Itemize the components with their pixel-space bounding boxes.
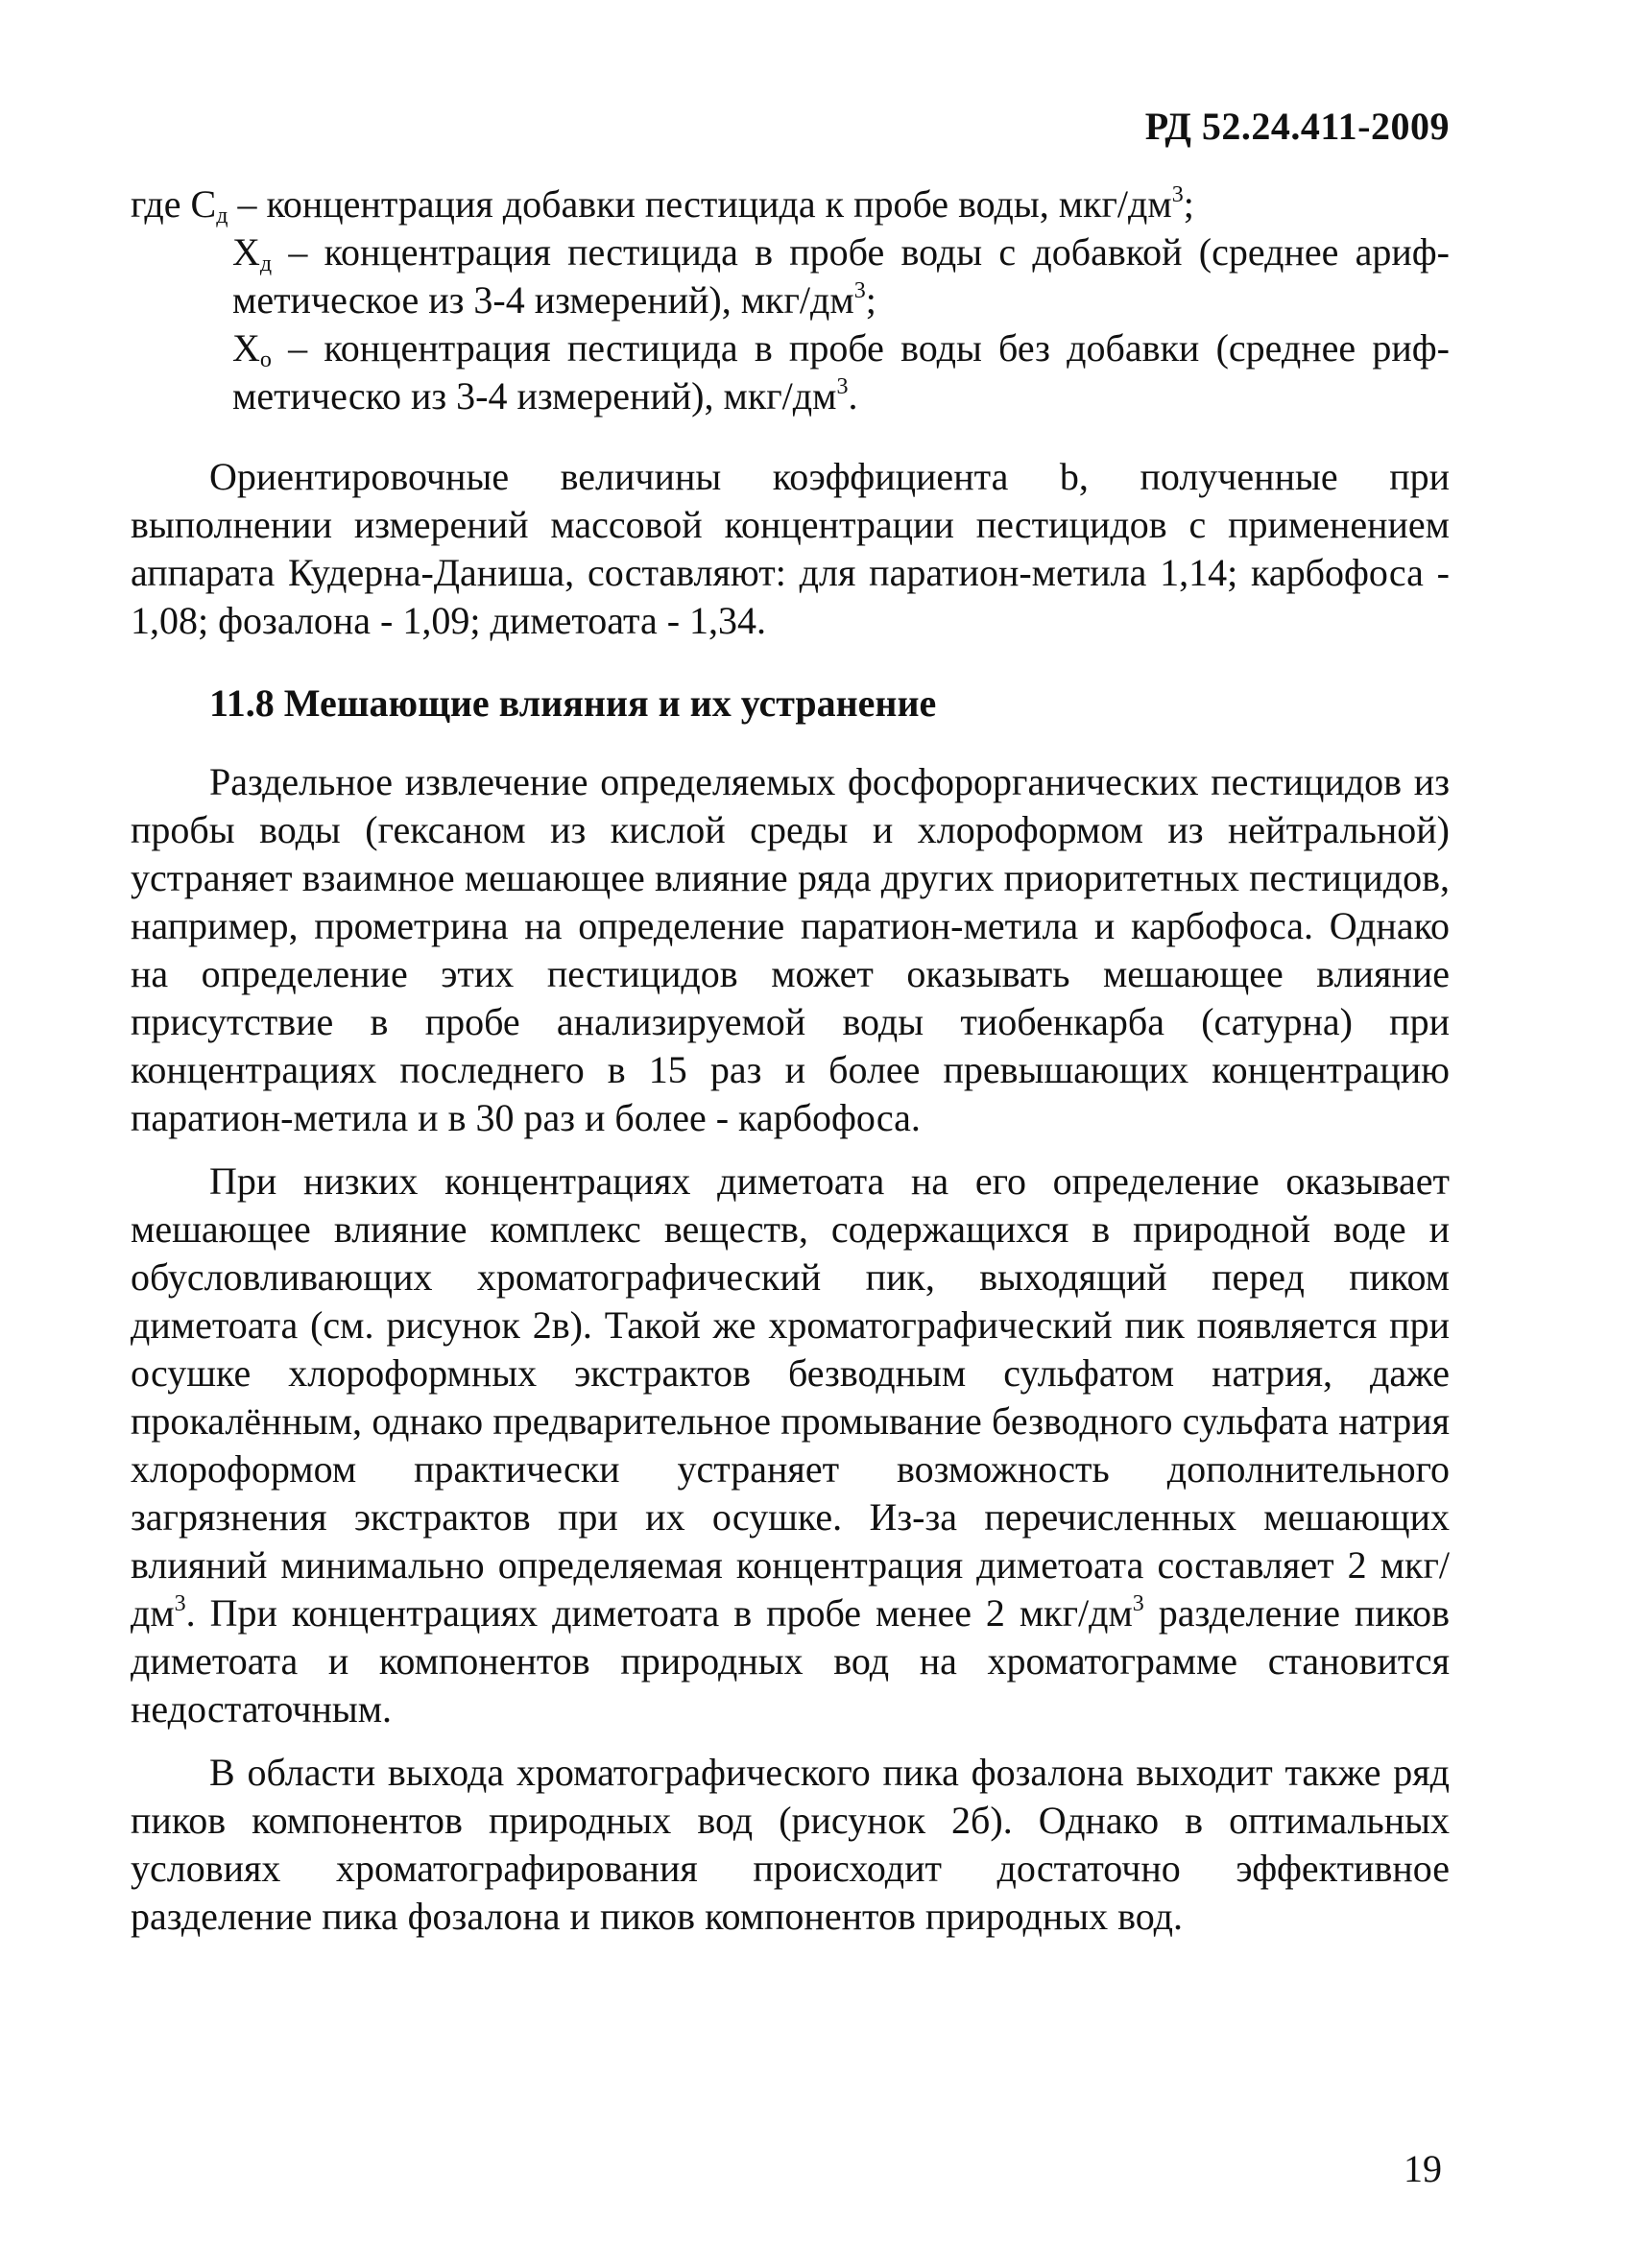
superscript: 3 (1171, 182, 1184, 207)
superscript: 3 (174, 1591, 186, 1616)
superscript: 3 (836, 374, 849, 399)
definition-text: – концентрация добавки пестицида к пробе воды, мкг/дм (228, 182, 1172, 226)
symbol-subscript: д (216, 203, 228, 228)
paragraph-coefficients: Ориентировочные величины коэффициента b, полученные при выполнении измерений массовой концентрации пестицидов с применением аппарата Кудерна-Даниша, составляют: для паратион-метила 1,14; карбофоса - 1,08; фозалона - 1,09; диметоата - 1,34. (131, 455, 1450, 642)
paragraph-dimethoate: При низких концентрациях диметоата на его определение оказывает мешающее влияние комплекс веществ, содержащихся в природной воде и обусловливающих хроматографический пик, выходящий перед пиком диметоата (см. рисунок 2в). Такой же хроматографический пик появляется при осушке хлороформных экстрактов безводным сульфатом натрия, даже прокалённым, однако предварительное промывание безводного сульфата натрия хлороформом практически устраняет возможность дополнительного загрязнения экстрактов при их осушке. Из-за перечисленных мешающих влияний минимально определяемая концентрация диметоата составляет 2 мкг/$дм^3$. При концентрациях диметоата в пробе менее 2 мкг/$дм^3$ разделение пиков диметоата и компонентов природных вод на хроматограмме становится недостаточным. (131, 1159, 1450, 1731)
page-content (131, 180, 1450, 1956)
paragraph-separate-extraction: Раздельное извлечение определяемых фосфорорганических пестицидов из пробы воды (гексаном из кислой среды и хлороформом из нейтральной) устраняет взаимное мешающее влияние ряда других приоритетных пестицидов, например, прометрина на определение паратион-метила и карбофоса. Однако на определение этих пестицидов может оказывать мешающее влияние присутствие в пробе анализируемой воды тиобенкарба (сатурна) при концентрациях последнего в 15 раз и более превышающих концентрацию паратион-метила и в 30 раз и более - карбофоса. (131, 760, 1450, 1139)
definitions-intro: где (131, 182, 181, 226)
symbol-subscript: д (259, 251, 273, 276)
page-number: 19 (1404, 2147, 1442, 2190)
symbol-base: Х (232, 230, 260, 274)
formula-definitions (131, 180, 1450, 420)
definition-row: $Х_о$ – концентрация пестицида в пробе воды без добавки (среднее риф-метическо из 3-4 измерений), мкг/$дм^3$. (232, 326, 1450, 418)
section-heading: 11.8 Мешающие влияния и их устранение (209, 681, 937, 725)
superscript: 3 (1132, 1591, 1144, 1616)
document-code: РД 52.24.411-2009 (1144, 105, 1450, 148)
paragraph-phosalone: В области выхода хроматографического пика фозалона выходит также ряд пиков компонентов природных вод (рисунок 2б). Однако в оптимальных условиях хроматографирования происходит достаточно эффективное разделение пика фозалона и пиков компонентов природных вод. (131, 1751, 1450, 1938)
definition-text: – концентрация пестицида в пробе воды с добавкой (среднее ариф-метическое из 3-4 измерений), мкг/дм (232, 230, 1450, 322)
definition-row: $Х_д$ – концентрация пестицида в пробе воды с добавкой (среднее ариф-метическое из 3-4 измерений), мкг/$дм^3$; (232, 230, 1450, 322)
definition-text: – концентрация пестицида в пробе воды без добавки (среднее риф-метическо из 3-4 измерений), мкг/дм (232, 326, 1450, 418)
symbol-subscript: о (259, 347, 272, 372)
superscript: 3 (853, 278, 866, 303)
definition-row: где $С_д$ – концентрация добавки пестицида к пробе воды, мкг/$дм^3$; (131, 182, 1194, 228)
symbol-base: С (190, 182, 217, 226)
symbol-base: Х (232, 326, 260, 370)
